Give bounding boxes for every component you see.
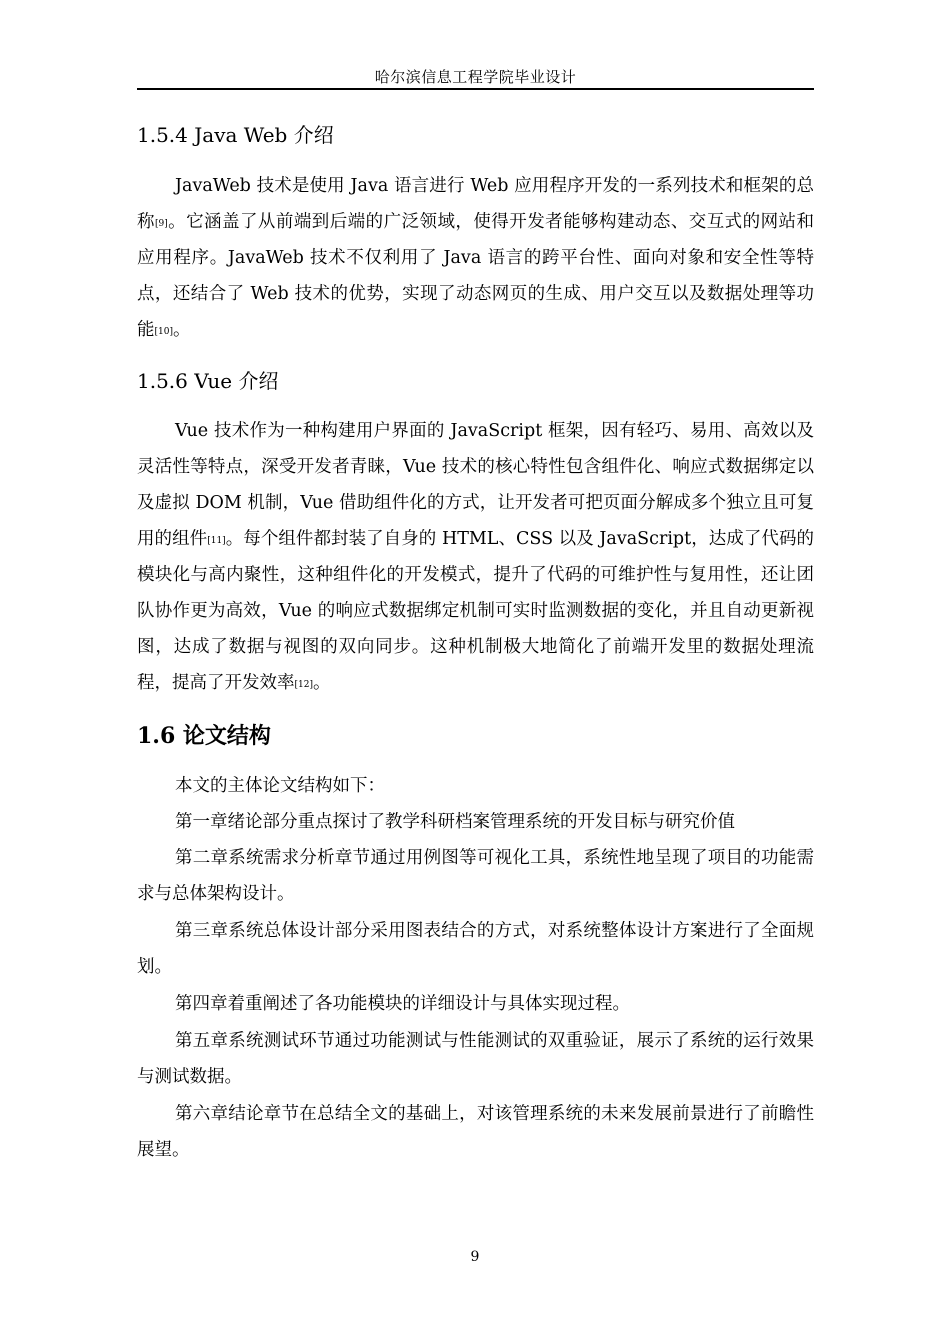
section-heading-vue: 1.5.6 Vue 介绍 (137, 369, 279, 393)
citation-ref: [12] (294, 680, 313, 690)
structure-chapter-4: 第四章着重阐述了各功能模块的详细设计与具体实现过程。 (175, 994, 630, 1014)
section-heading-java-web: 1.5.4 Java Web 介绍 (137, 123, 334, 147)
citation-ref: [9] (154, 219, 168, 229)
paragraph-text: 。 (312, 673, 331, 693)
structure-chapter-2: 第二章系统需求分析章节通过用例图等可视化工具，系统性地呈现了项目的功能需求与总体架构设计。 (137, 848, 814, 904)
paragraph-vue (137, 413, 814, 701)
paragraph-text: Vue 技术作为一种构建用户界面的 JavaScript 框架，因有轻巧、易用、高效以及灵活性等特点，深受开发者青睐，Vue 技术的核心特性包含组件化、响应式数据绑定以及虚拟 DOM 机制，Vue 借助组件化的方式，让开发者可把页面分解成多个独立且可复用的组件 (137, 421, 814, 549)
citation-ref: [10] (154, 327, 173, 337)
structure-chapter-6: 第六章结论章节在总结全文的基础上，对该管理系统的未来发展前景进行了前瞻性展望。 (137, 1104, 814, 1160)
structure-intro: 本文的主体论文结构如下： (175, 776, 385, 796)
structure-chapter-3: 第三章系统总体设计部分采用图表结合的方式，对系统整体设计方案进行了全面规划。 (137, 921, 814, 977)
structure-chapter-1: 第一章绪论部分重点探讨了教学科研档案管理系统的开发目标与研究价值 (175, 812, 735, 832)
header-rule (137, 88, 814, 90)
page-number: 9 (470, 1249, 480, 1265)
paragraph-text: 。它涵盖了从前端到后端的广泛领域，使得开发者能够构建动态、交互式的网站和应用程序。JavaWeb 技术不仅利用了 Java 语言的跨平台性、面向对象和安全性等特点，还结合了 Web 技术的优势，实现了动态网页的生成、用户交互以及数据处理等功能 (137, 212, 814, 340)
section-heading-structure: 1.6 论文结构 (137, 723, 271, 749)
structure-chapter-5: 第五章系统测试环节通过功能测试与性能测试的双重验证，展示了系统的运行效果与测试数据。 (137, 1031, 814, 1087)
paragraph-text: 。每个组件都封装了自身的 HTML、CSS 以及 JavaScript，达成了代码的模块化与高内聚性，这种组件化的开发模式，提升了代码的可维护性与复用性，还让团队协作更为高效，Vue 的响应式数据绑定机制可实时监测数据的变化，并且自动更新视图，达成了数据与视图的双向同步。这种机制极大地简化了前端开发里的数据处理流程，提高了开发效率 (137, 529, 814, 693)
paragraph-text: 。 (172, 320, 191, 340)
paragraph-text: JavaWeb 技术是使用 Java 语言进行 Web 应用程序开发的一系列技术和框架的总称 (137, 176, 814, 232)
paragraph-java-web (137, 168, 814, 348)
citation-ref: [11] (207, 536, 226, 546)
page-header: 哈尔滨信息工程学院毕业设计 (374, 68, 577, 86)
